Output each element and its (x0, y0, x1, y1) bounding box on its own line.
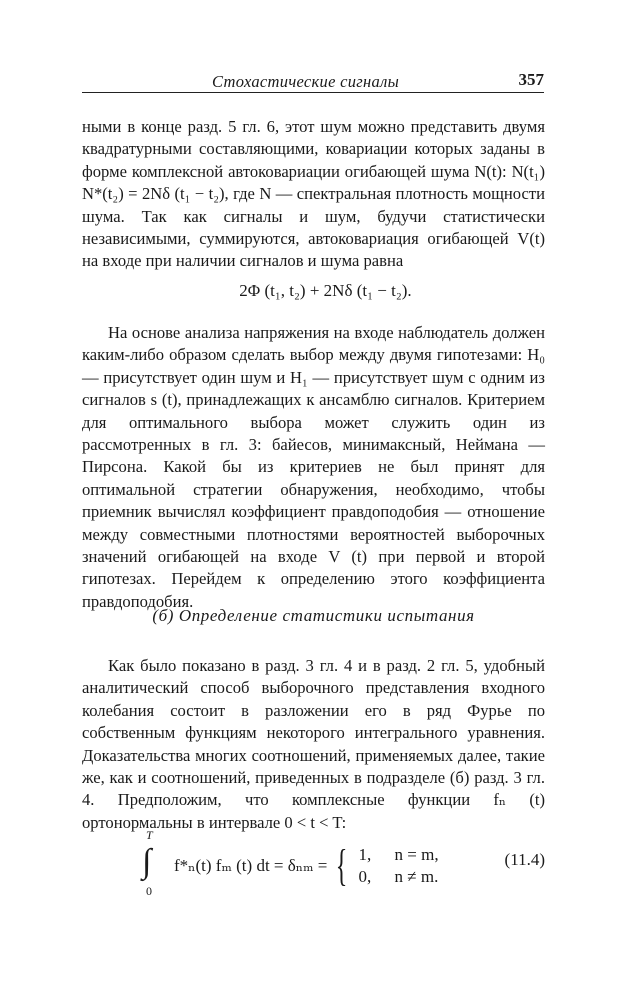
integral-symbol: ∫ (142, 843, 152, 880)
case-row-1 (359, 844, 439, 866)
integral-sign (142, 828, 170, 898)
integral-lower-limit: 0 (146, 884, 152, 898)
equation-number: (11.4) (504, 850, 545, 869)
paragraph-2: На основе анализа напряжения на входе наблюдатель должен каким-либо образом сделать выбор между двумя гипотезами: H₀ — присутствует один шум и H₁ — присутствует шум с одним из сигналов s (t), принадлежащих к ансамблю сигналов. Критерием для оптимального выбора может служить один из рассмотренных в гл. 3: байесов, минимаксный, Неймана — Пирсона. Какой бы из критериев не был принят для оптимальной стратегии обнаружения, необходимо, чтобы приемник вычислял коэффициент правдоподобия — отношение между совместными плотностями вероятностей выборочных значений огибающей на входе V (t) при первой и второй гипотезах. Перейдем к определению этого коэффициента правдоподобия. (82, 323, 545, 611)
display-formula-covariance: 2Φ (t₁, t₂) + 2Nδ (t₁ − t₂). (239, 281, 412, 300)
case-row-2 (359, 866, 439, 888)
integral-upper-limit: T (146, 828, 153, 842)
equation-body (142, 828, 439, 898)
equation-11-4 (82, 828, 545, 898)
case-2-condition: n ≠ m. (394, 867, 439, 886)
case-1-condition: n = m, (394, 845, 439, 864)
page-number: 357 (518, 70, 544, 89)
case-2-value: 0, (358, 867, 372, 886)
integrand: f*ₙ(t) fₘ (t) dt = δₙₘ = (174, 856, 328, 875)
paragraph-1: ными в конце разд. 5 гл. 6, этот шум можно представить двумя квадратурными составляющими, ковариации которых заданы в форме комплексной автоковариации огибающей шума N(t): N(t₁) N*(t₂) = 2Nδ (t₁ − t₂), где N — спектральная плотность мощности шума. Так как сигналы и шум, будучи статистически независимыми, суммируются, автоковариация огибающей V(t) на входе при наличии сигналов и шума равна (82, 117, 545, 271)
running-title: Стохастические сигналы (212, 72, 400, 91)
left-brace: { (336, 841, 348, 890)
cases (359, 844, 439, 888)
section-title: (б) Определение статистики испытания (152, 606, 475, 625)
case-1-value: 1, (358, 845, 372, 864)
page-header (82, 70, 544, 93)
paragraph-3: Как было показано в разд. 3 гл. 4 и в разд. 2 гл. 5, удобный аналитический способ выборочного представления входного колебания состоит в разложении его в ряд Фурье по собственным функциям некоторого интегрального уравнения. Доказательства многих соотношений, применяемых далее, такие же, как и соотношений, приведенных в подразделе (б) разд. 3 гл. 4. Предположим, что комплексные функции fₙ (t) ортонормальны в интервале 0 < t < T: (82, 656, 545, 832)
